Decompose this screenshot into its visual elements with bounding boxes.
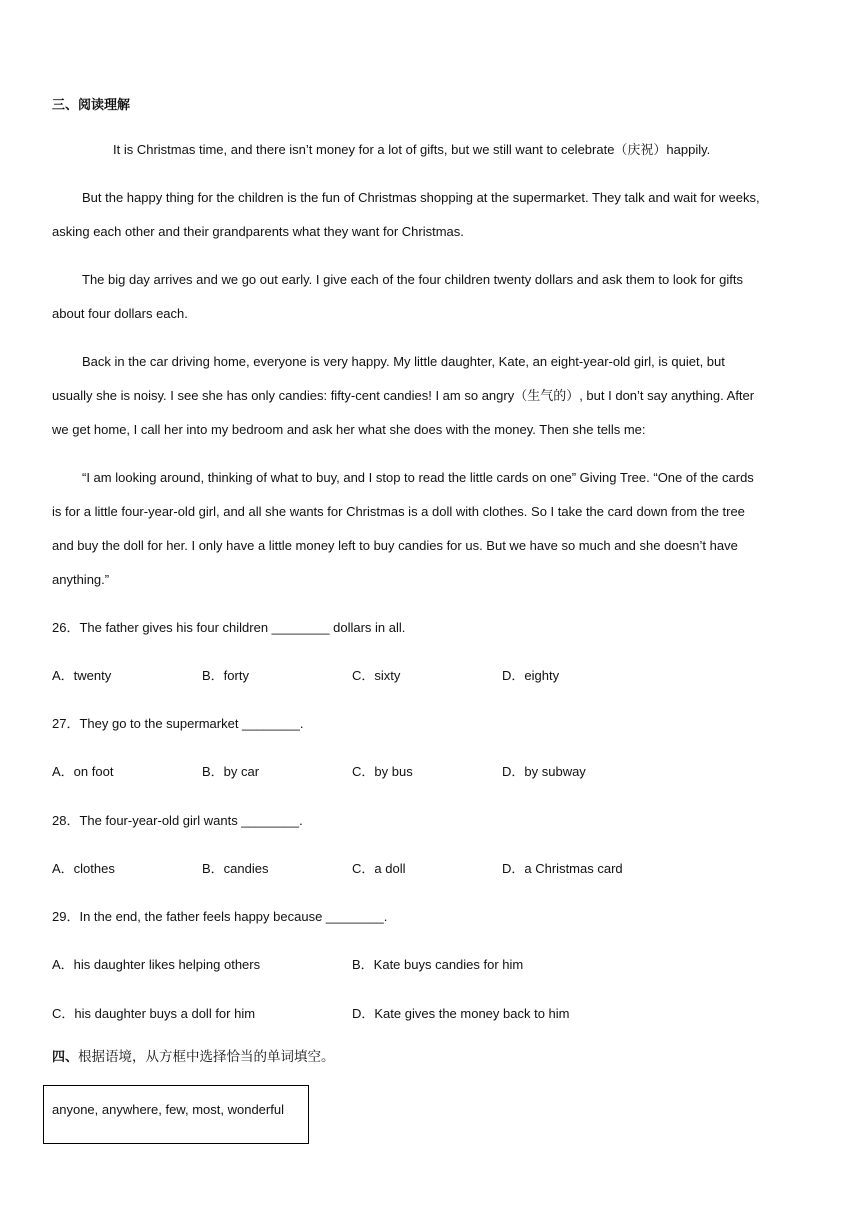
passage-line: and buy the doll for her. I only have a little money left to buy candies for us. But we have so much and she doesn’t have [52, 538, 738, 553]
question-29-option-c: C．his daughter buys a doll for him [52, 1006, 256, 1021]
question-27-stem: 27．They go to the supermarket ________. [52, 716, 304, 731]
question-27-option-d: D．by subway [502, 764, 586, 779]
question-26-option-d: D．eighty [502, 668, 560, 683]
section-number: 四、 [52, 1050, 79, 1065]
section-heading-fill-in [52, 1049, 335, 1066]
question-27-option-c: C．by bus [352, 764, 413, 779]
passage-paragraph-4 [52, 345, 814, 447]
question-28-option-a: A．clothes [52, 861, 115, 876]
question-28-option-b: B．candies [202, 861, 269, 876]
passage-line: The big day arrives and we go out early. I give each of the four children twenty dollars and ask them to look for gifts [82, 272, 743, 287]
passage-line: usually she is noisy. I see she has only candies: fifty-cent candies! I am so angry（生气的）, but I don’t say anything. After [52, 388, 755, 403]
question-26-option-a: A．twenty [52, 668, 112, 683]
passage-line: asking each other and their grandparents what they want for Christmas. [52, 224, 464, 239]
question-29-option-a: A．his daughter likes helping others [52, 957, 261, 972]
question-29-option-b: B．Kate buys candies for him [352, 957, 524, 972]
question-28-option-c: C．a doll [352, 861, 406, 876]
passage-line: “I am looking around, thinking of what to buy, and I stop to read the little cards on one” Giving Tree. “One of the cards [82, 470, 754, 485]
passage-line: is for a little four-year-old girl, and all she wants for Christmas is a doll with clothes. So I take the card down from the tree [52, 504, 745, 519]
passage-paragraph-5 [52, 461, 814, 597]
word-box [43, 1085, 309, 1144]
section-instruction: 根据语境，从方框中选择恰当的单词填空。 [78, 1049, 335, 1065]
question-26-option-c: C．sixty [352, 668, 401, 683]
passage-line: about four dollars each. [52, 306, 188, 321]
question-29-stem: 29．In the end, the father feels happy because ________. [52, 909, 388, 924]
question-28-option-d: D．a Christmas card [502, 861, 623, 876]
passage-paragraph-2 [52, 181, 814, 249]
passage-line: But the happy thing for the children is the fun of Christmas shopping at the supermarket. They talk and wait for weeks, [82, 190, 760, 205]
question-26-stem: 26．The father gives his four children ________ dollars in all. [52, 620, 406, 635]
passage-paragraph-3 [52, 263, 814, 331]
question-27-option-b: B．by car [202, 764, 260, 779]
passage-line: we get home, I call her into my bedroom and ask her what she does with the money. Then she tells me: [52, 422, 646, 437]
passage-line: Back in the car driving home, everyone is very happy. My little daughter, Kate, an eight-year-old girl, is quiet, but [82, 354, 725, 369]
passage-paragraph-1: It is Christmas time, and there isn’t money for a lot of gifts, but we still want to celebrate（庆祝）happily. [113, 142, 711, 157]
question-27-option-a: A．on foot [52, 764, 114, 779]
word-box-words: anyone, anywhere, few, most, wonderful [52, 1102, 284, 1117]
question-28-stem: 28．The four-year-old girl wants ________. [52, 813, 303, 828]
passage-line: anything.” [52, 572, 110, 587]
question-26-option-b: B．forty [202, 668, 249, 683]
question-29-option-d: D．Kate gives the money back to him [352, 1006, 570, 1021]
section-heading-reading: 三、阅读理解 [52, 98, 131, 113]
